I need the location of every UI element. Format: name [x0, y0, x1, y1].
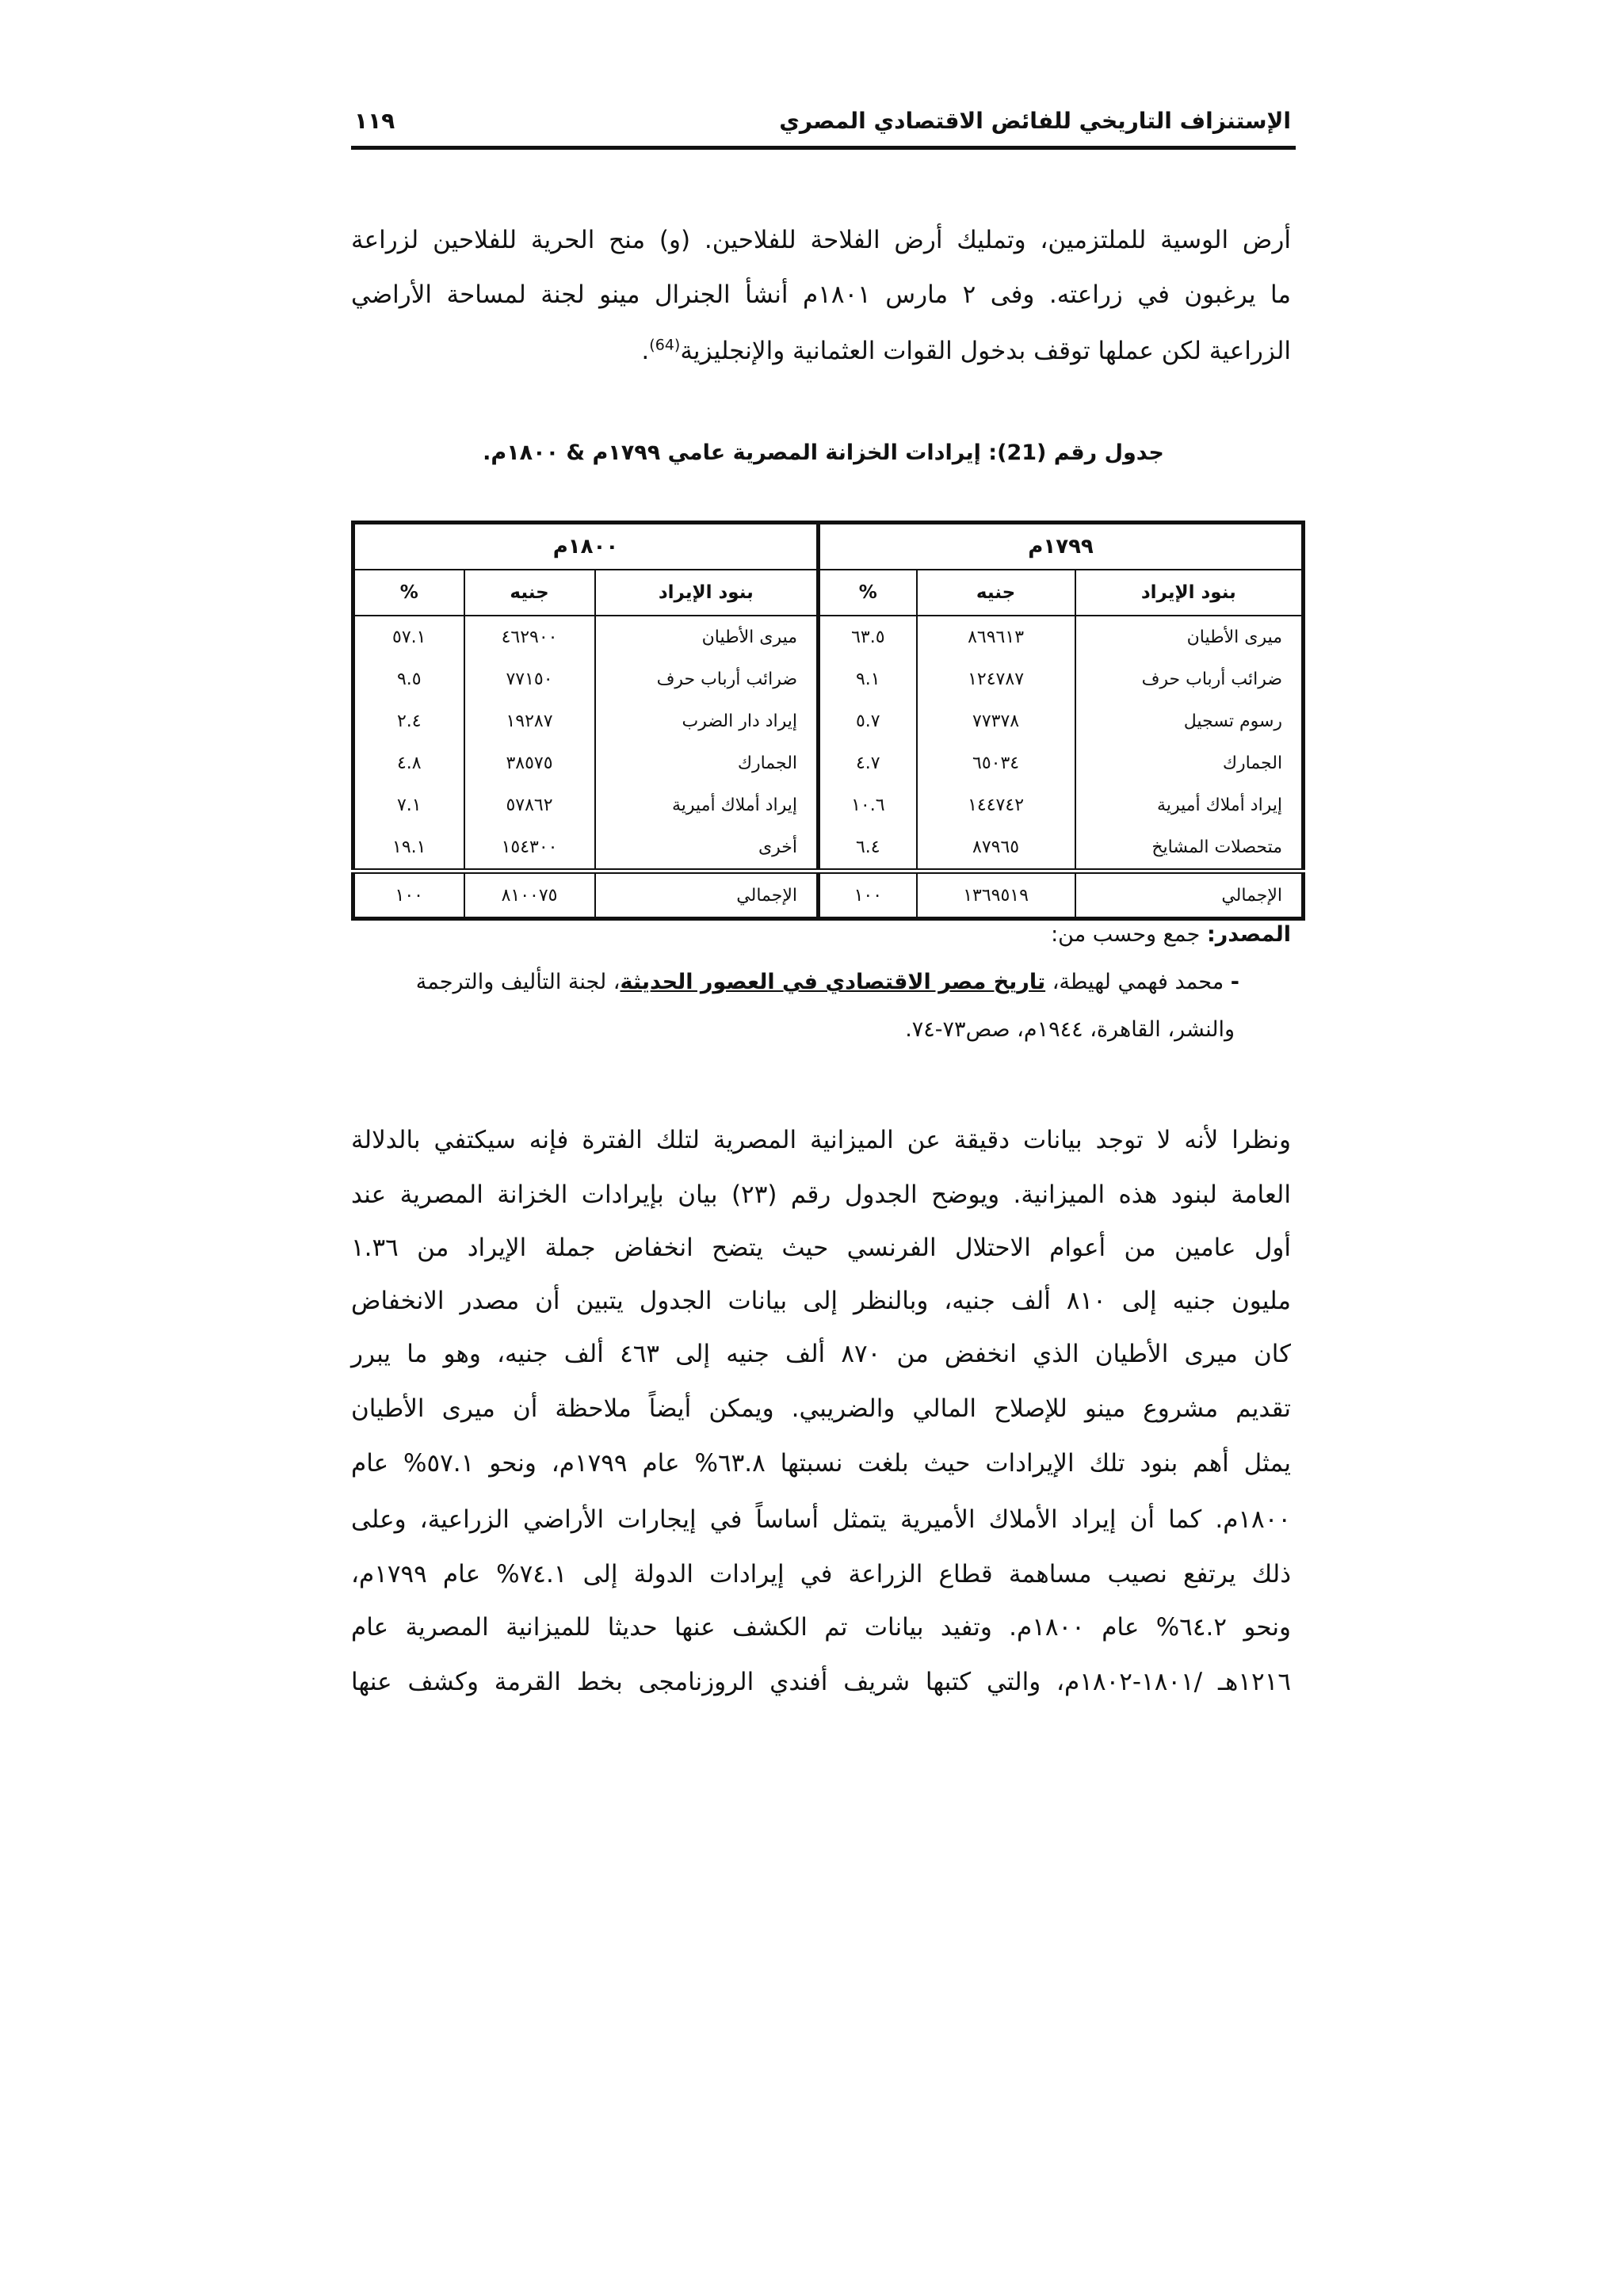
cell-1800-amount: ٣٨٥٧٥ — [464, 742, 595, 784]
total-1799-label: الإجمالي — [1075, 871, 1304, 919]
cell-1799-percent: ١٠.٦ — [819, 784, 917, 826]
reference-publisher: ، لجنة التأليف والترجمة — [415, 970, 621, 994]
cell-1799-amount: ٨٧٩٦٥ — [917, 826, 1075, 871]
cell-1799-item: ميرى الأطيان — [1075, 616, 1304, 658]
paragraph-1-line: ما يرغبون في زراعته. وفى ٢ مارس ١٨٠١م أنشأ الجنرال مينو لجنة لمساحة الأراضي — [351, 280, 1292, 309]
cell-1800-percent: ٥٧.١ — [353, 616, 464, 658]
cell-1799-percent: ٦٣.٥ — [819, 616, 917, 658]
cell-1800-amount: ١٥٤٣٠٠ — [464, 826, 595, 871]
reference-dash: - — [1230, 970, 1239, 994]
reference-author: محمد فهمي لهيطة، — [1052, 970, 1224, 994]
col-header-1799-amount: جنيه — [917, 570, 1075, 616]
total-1799-amount: ١٣٦٩٥١٩ — [917, 871, 1075, 919]
revenue-table — [351, 521, 1305, 921]
footnote-reference: (64) — [649, 336, 681, 354]
cell-1799-item: متحصلات المشايخ — [1075, 826, 1304, 871]
page-number: ١١٩ — [354, 108, 395, 134]
table-total-row — [353, 871, 1304, 919]
paragraph-2-line: مليون جنيه إلى ٨١٠ ألف جنيه، وبالنظر إلى بيانات الجدول يتبين أن مصدر الانخفاض — [351, 1287, 1292, 1315]
total-1800-label: الإجمالي — [595, 871, 819, 919]
year-1799-header: ١٧٩٩م — [819, 523, 1304, 570]
paragraph-2-line: ونظرا لأنه لا توجد بيانات دقيقة عن الميزانية المصرية لتلك الفترة فإنه سيكتفي بالدلالة — [351, 1126, 1291, 1154]
cell-1799-amount: ٦٥٠٣٤ — [917, 742, 1075, 784]
col-header-1800-amount: جنيه — [464, 570, 595, 616]
table-row — [353, 742, 1304, 784]
cell-1799-item: إيراد أملاك أميرية — [1075, 784, 1304, 826]
cell-1800-percent: ٢.٤ — [353, 700, 464, 742]
col-header-1800-item: بنود الإيراد — [595, 570, 819, 616]
paragraph-2-line: يمثل أهم بنود تلك الإيرادات حيث بلغت نسبتها ٦٣.٨% عام ١٧٩٩م، ونحو ٥٧.١% عام — [351, 1449, 1291, 1478]
reference-title: تاريخ مصر الاقتصادي في العصور الحديثة — [620, 970, 1046, 994]
paragraph-2-line: ذلك يرتفع نصيب مساهمة قطاع الزراعة في إيرادات الدولة إلى ٧٤.١% عام ١٧٩٩م، — [351, 1560, 1292, 1589]
cell-1800-percent: ٧.١ — [353, 784, 464, 826]
cell-1799-item: رسوم تسجيل — [1075, 700, 1304, 742]
cell-1800-item: إيراد دار الضرب — [595, 700, 819, 742]
cell-1800-amount: ٤٦٢٩٠٠ — [464, 616, 595, 658]
cell-1799-percent: ٥.٧ — [819, 700, 917, 742]
cell-1800-amount: ٥٧٨٦٢ — [464, 784, 595, 826]
cell-1799-percent: ٦.٤ — [819, 826, 917, 871]
cell-1800-amount: ١٩٢٨٧ — [464, 700, 595, 742]
total-1800-percent: ١٠٠ — [353, 871, 464, 919]
cell-1800-percent: ٤.٨ — [353, 742, 464, 784]
table-row — [353, 826, 1304, 871]
paragraph-2-line: ١٢١٦هـ /١٨٠١-١٨٠٢م، والتي كتبها شريف أفندي الروزنامجى بخط القرمة وكشف عنها — [351, 1668, 1291, 1696]
col-header-1799-percent: % — [819, 570, 917, 616]
cell-1799-amount: ١٤٤٧٤٢ — [917, 784, 1075, 826]
paragraph-2-line: تقديم مشروع مينو للإصلاح المالي والضريبي. ويمكن أيضاً ملاحظة أن ميرى الأطيان — [351, 1394, 1291, 1423]
cell-1799-amount: ٨٦٩٦١٣ — [917, 616, 1075, 658]
table-row — [353, 784, 1304, 826]
col-header-1800-percent: % — [353, 570, 464, 616]
table-row — [353, 658, 1304, 700]
table-caption: جدول رقم (21): إيرادات الخزانة المصرية عامي ١٧٩٩م & ١٨٠٠م. — [483, 441, 1164, 465]
table-row — [353, 700, 1304, 742]
source-label: المصدر: — [1206, 922, 1291, 947]
header-rule — [351, 146, 1296, 150]
paragraph-2-line: كان ميرى الأطيان الذي انخفض من ٨٧٠ ألف جنيه إلى ٤٦٣ ألف جنيه، وهو ما يبرر — [351, 1340, 1292, 1368]
cell-1800-item: إيراد أملاك أميرية — [595, 784, 819, 826]
paragraph-2-line: ١٨٠٠م. كما أن إيراد الأملاك الأميرية يتمثل أساساً في إيجارات الأراضي الزراعية، وعلى — [351, 1505, 1291, 1534]
col-header-1799-item: بنود الإيراد — [1075, 570, 1304, 616]
paragraph-1-last-line — [351, 324, 1291, 378]
cell-1800-percent: ٩.٥ — [353, 658, 464, 700]
table-column-header-row — [353, 570, 1304, 616]
source-text: جمع وحسب من: — [1051, 922, 1201, 947]
cell-1800-item: الجمارك — [595, 742, 819, 784]
source-reference-line-2: والنشر، القاهرة، ١٩٤٤م، صص٧٣-٧٤. — [905, 1017, 1235, 1042]
cell-1799-percent: ٩.١ — [819, 658, 917, 700]
cell-1800-percent: ١٩.١ — [353, 826, 464, 871]
cell-1799-percent: ٤.٧ — [819, 742, 917, 784]
cell-1800-item: ضرائب أرباب حرف — [595, 658, 819, 700]
cell-1799-item: الجمارك — [1075, 742, 1304, 784]
paragraph-2-line: أول عامين من أعوام الاحتلال الفرنسي حيث يتضح انخفاض جملة الإيراد من ١.٣٦ — [351, 1234, 1291, 1262]
cell-1799-item: ضرائب أرباب حرف — [1075, 658, 1304, 700]
cell-1799-amount: ١٢٤٧٨٧ — [917, 658, 1075, 700]
source-line — [351, 916, 1291, 954]
cell-1799-amount: ٧٧٣٧٨ — [917, 700, 1075, 742]
paragraph-1-line-text: الزراعية لكن عملها توقف بدخول القوات العثمانية والإنجليزية — [680, 337, 1291, 365]
table-row — [353, 616, 1304, 658]
sentence-end: . — [641, 337, 650, 365]
cell-1800-item: أخرى — [595, 826, 819, 871]
source-reference-line — [351, 963, 1239, 1001]
cell-1800-amount: ٧٧١٥٠ — [464, 658, 595, 700]
total-1800-amount: ٨١٠٠٧٥ — [464, 871, 595, 919]
paragraph-2-line: العامة لبنود هذه الميزانية. ويوضح الجدول رقم (٢٣) بيان بإيرادات الخزانة المصرية عند — [351, 1180, 1291, 1209]
total-1799-percent: ١٠٠ — [819, 871, 917, 919]
cell-1800-item: ميرى الأطيان — [595, 616, 819, 658]
year-1800-header: ١٨٠٠م — [353, 523, 819, 570]
paragraph-1-line: أرض الوسية للملتزمين، وتمليك أرض الفلاحة للفلاحين. (و) منح الحرية للفلاحين لزراعة — [351, 226, 1291, 254]
paragraph-2-line: ونحو ٦٤.٢% عام ١٨٠٠م. وتفيد بيانات تم الكشف عنها حديثا للميزانية المصرية عام — [351, 1613, 1291, 1642]
running-header-title: الإستنزاف التاريخي للفائض الاقتصادي المصري — [779, 108, 1291, 134]
table-year-header-row — [353, 523, 1304, 570]
